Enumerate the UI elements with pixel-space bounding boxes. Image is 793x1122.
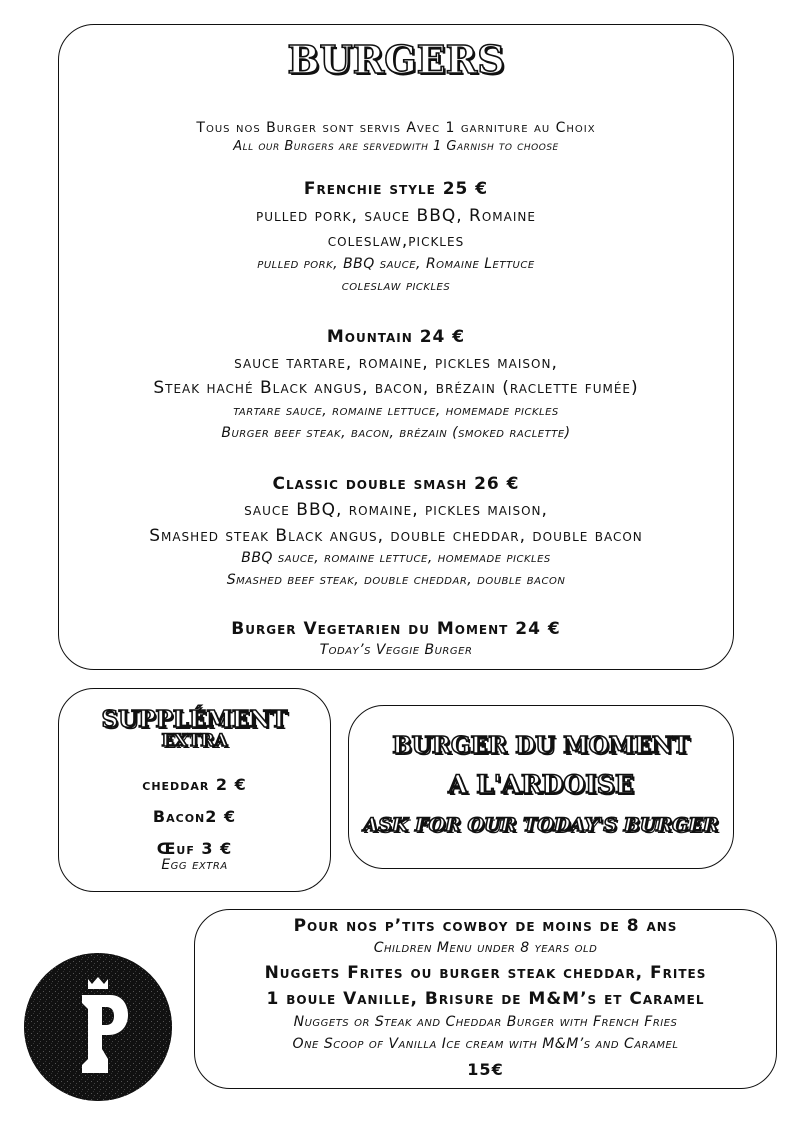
menu-item-desc-fr: pulled pork, sauce BBQ, Romaine [256,206,536,226]
menu-item-desc-en: BBQ sauce, romaine lettuce, homemade pickles [241,550,551,566]
burgers-intro-fr: Tous nos Burger sont servis Avec 1 garniture au Choix [196,120,596,136]
burgers-title: BURGERS [287,37,505,82]
kids-menu-desc-fr: 1 boule Vanille, Brisure de M&M’s et Caramel [266,989,705,1009]
menu-item-name: Classic double smash 26 € [272,474,520,494]
menu-item-desc-en: tartare sauce, romaine lettuce, homemade pickles [233,403,559,419]
menu-item-desc-fr: Steak haché Black angus, bacon, brézain (raclette fumée) [153,378,639,398]
p-letter-crown-logo-icon [24,953,172,1101]
burger-du-moment-title: BURGER DU MOMENT [392,732,690,759]
supplement-subtitle: EXTRA [161,731,228,751]
supplement-item: Œuf 3 € [156,839,233,858]
ardoise-ask-line: ASK FOR OUR TODAY'S BURGER [363,814,719,836]
supplement-item: cheddar 2 € [142,775,247,794]
kids-menu-price: 15€ [467,1060,504,1079]
logo-graphic [24,953,172,1101]
menu-item-desc-fr: Smashed steak Black angus, double cheddar, double bacon [149,526,643,546]
menu-item-desc-en: pulled pork, BBQ sauce, Romaine Lettuce [257,256,535,272]
menu-item-name: Mountain 24 € [326,327,466,347]
kids-menu-title: Pour nos p’tits cowboy de moins de 8 ans [293,916,678,936]
kids-menu-subtitle: Children Menu under 8 years old [373,940,598,956]
supplement-title: SUPPLÉMENT [101,706,288,733]
supplement-section [58,688,331,892]
supplement-item: Bacon2 € [152,807,237,826]
kids-menu-desc-en: Nuggets or Steak and Cheddar Burger with French Fries [293,1014,678,1030]
burgers-intro-en: All our Burgers are servedwith 1 Garnish to choose [233,139,559,154]
burgers-section [58,24,734,670]
menu-item-desc-en: coleslaw pickles [341,278,451,294]
menu-item-desc-fr: sauce tartare, romaine, pickles maison, [234,353,558,373]
menu-item-name: Frenchie style 25 € [303,179,489,199]
kids-menu-desc-en: One Scoop of Vanilla Ice cream with M&M’s and Caramel [292,1036,679,1052]
burger-du-moment-section [348,705,734,869]
menu-item-desc-en: Today’s Veggie Burger [319,642,473,658]
kids-menu-section [194,909,777,1089]
menu-item-desc-en: Smashed beef steak, double cheddar, double bacon [226,572,566,588]
menu-item-desc-fr: coleslaw,pickles [327,231,465,251]
menu-item-desc-fr: sauce BBQ, romaine, pickles maison, [244,500,548,520]
menu-item-desc-en: Burger beef steak, bacon, brézain (smoked raclette) [221,425,571,441]
kids-menu-desc-fr: Nuggets Frites ou burger steak cheddar, Frites [264,963,707,983]
ardoise-title: A L'ARDOISE [448,770,634,799]
menu-item-name: Burger Vegetarien du Moment 24 € [231,619,561,639]
supplement-item-en: Egg extra [161,857,228,873]
